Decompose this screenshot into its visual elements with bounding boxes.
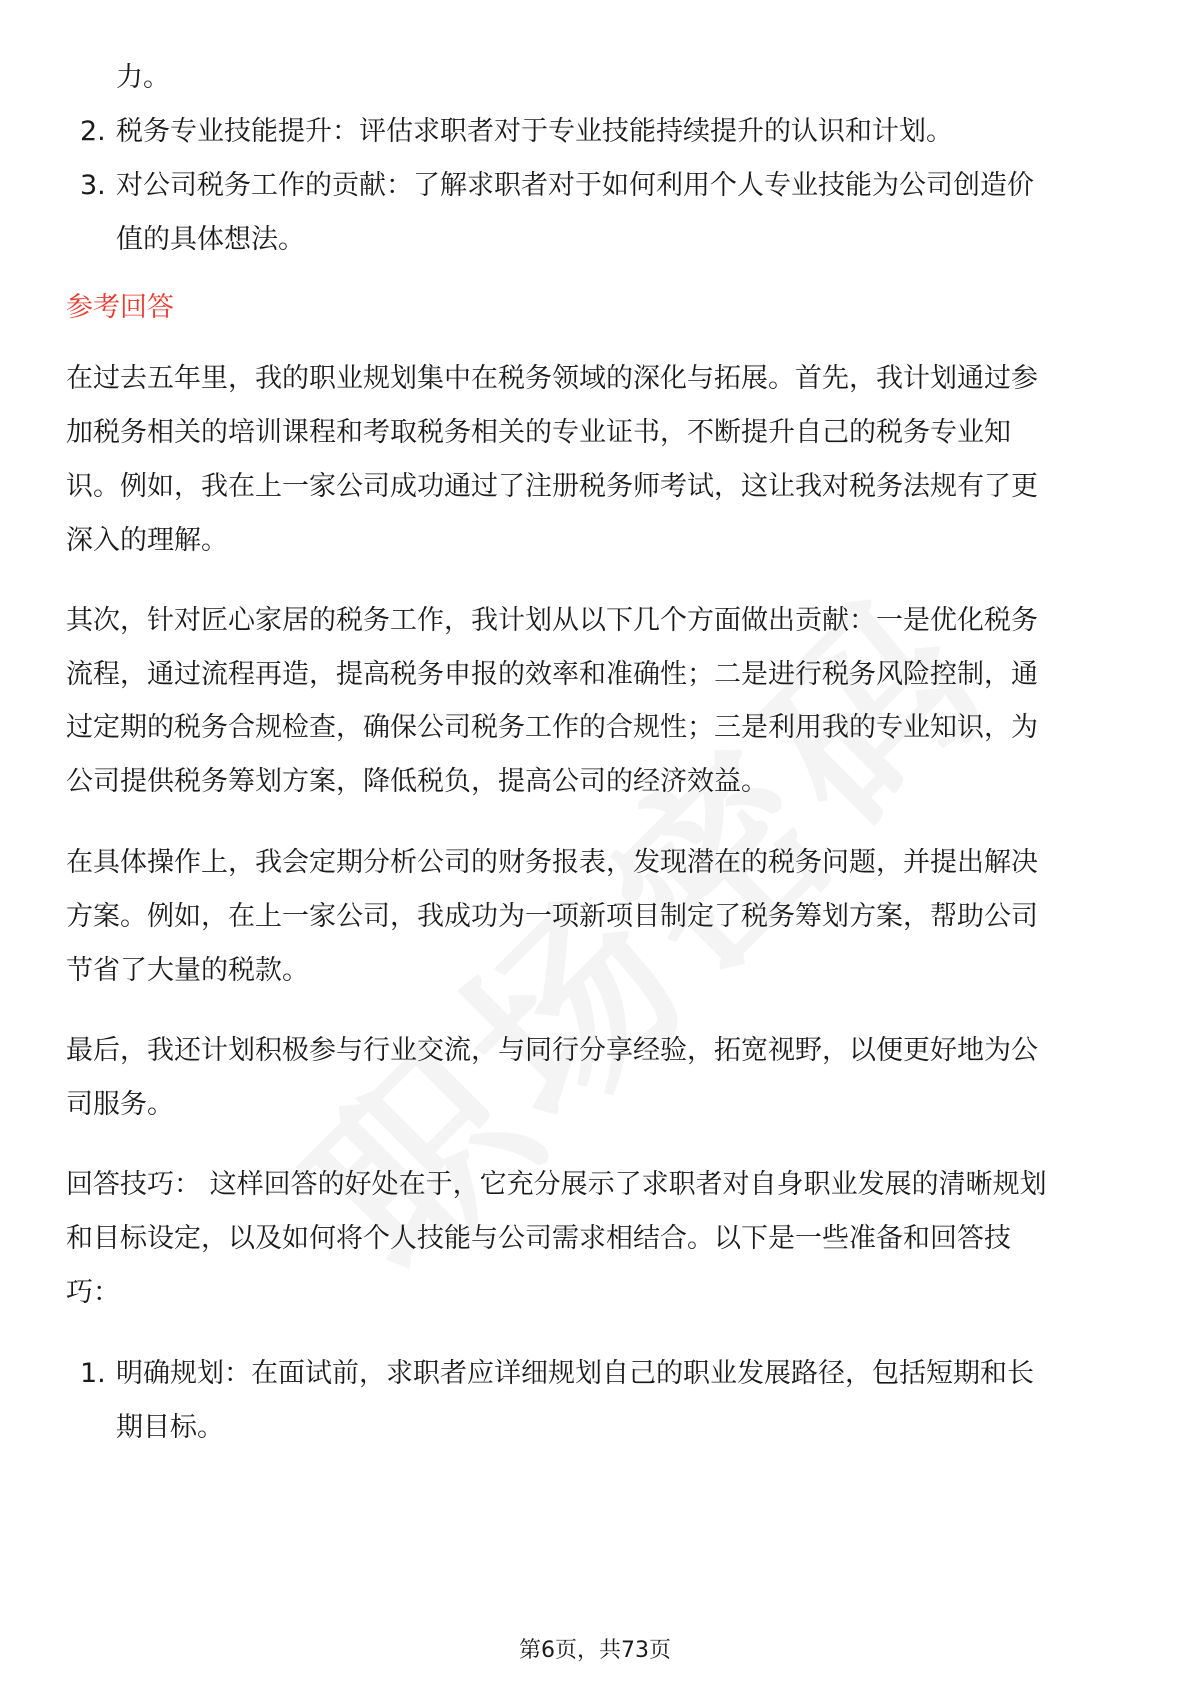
paragraph-line: 巧： [66, 1277, 120, 1308]
paragraph-line: 方案。例如，在上一家公司，我成功为一项新项目制定了税务筹划方案，帮助公司 [66, 901, 1038, 932]
paragraph-line: 节省了大量的税款。 [66, 955, 309, 986]
section-title: 参考回答 [66, 292, 174, 323]
paragraph-line: 流程，通过流程再造，提高税务申报的效率和准确性；二是进行税务风险控制，通 [66, 659, 1038, 690]
paragraph-line: 回答技巧： 这样回答的好处在于，它充分展示了求职者对自身职业发展的清晰规划 [66, 1169, 1047, 1200]
list-item-text: 对公司税务工作的贡献：了解求职者对于如何利用个人专业技能为公司创造价 [116, 170, 1034, 201]
list-item-text: 税务专业技能提升：评估求职者对于专业技能持续提升的认识和计划。 [116, 116, 953, 147]
paragraph-line: 司服务。 [66, 1089, 174, 1120]
list-item-text: 值的具体想法。 [116, 224, 305, 255]
paragraph-line: 在过去五年里，我的职业规划集中在税务领域的深化与拓展。首先，我计划通过参 [66, 363, 1038, 394]
list-number: 1. [80, 1358, 106, 1389]
list-item-continuation: 力。 [116, 62, 170, 93]
paragraph-line: 最后，我还计划积极参与行业交流，与同行分享经验，拓宽视野，以便更好地为公 [66, 1035, 1038, 1066]
paragraph-line: 公司提供税务筹划方案，降低税负，提高公司的经济效益。 [66, 766, 768, 797]
list-number: 2. [80, 116, 106, 147]
page-footer: 第6页，共73页 [519, 1638, 671, 1663]
paragraph-line: 在具体操作上，我会定期分析公司的财务报表，发现潜在的税务问题，并提出解决 [66, 847, 1038, 878]
paragraph-line: 和目标设定，以及如何将个人技能与公司需求相结合。以下是一些准备和回答技 [66, 1223, 1011, 1254]
paragraph-line: 过定期的税务合规检查，确保公司税务工作的合规性；三是利用我的专业知识，为 [66, 712, 1038, 743]
list-item-text: 明确规划：在面试前，求职者应详细规划自己的职业发展路径，包括短期和长 [116, 1358, 1034, 1389]
paragraph-line: 深入的理解。 [66, 525, 228, 556]
list-number: 3. [80, 170, 106, 201]
paragraph-line: 加税务相关的培训课程和考取税务相关的专业证书，不断提升自己的税务专业知 [66, 417, 1011, 448]
paragraph-line: 识。例如，我在上一家公司成功通过了注册税务师考试，这让我对税务法规有了更 [66, 471, 1038, 502]
paragraph-line: 其次，针对匠心家居的税务工作，我计划从以下几个方面做出贡献：一是优化税务 [66, 605, 1038, 636]
list-item-text: 期目标。 [116, 1412, 224, 1443]
